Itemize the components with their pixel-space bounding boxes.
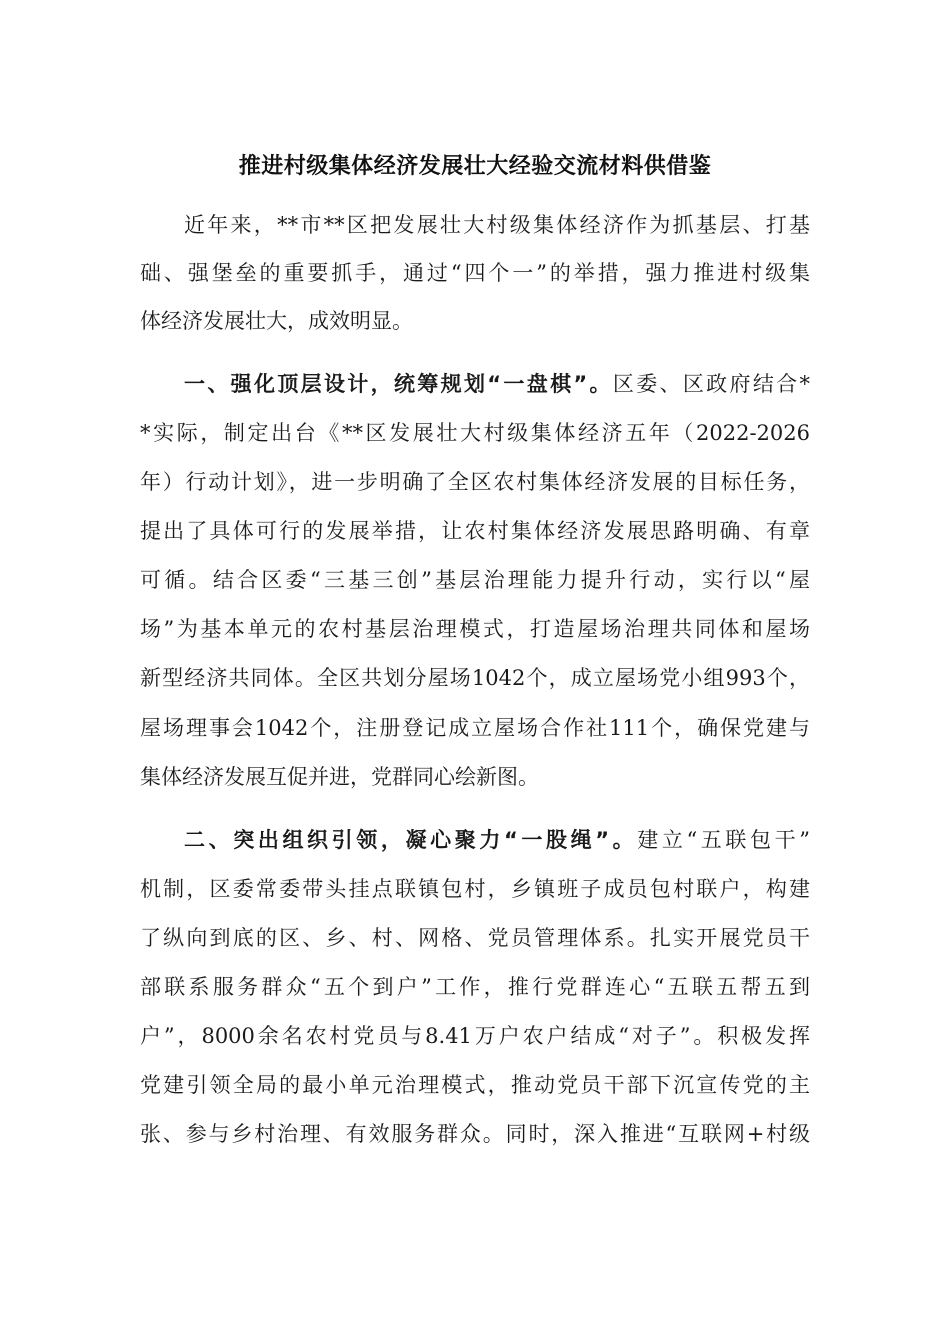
section1-line-3: 年）行动计划》，进一步明确了全区农村集体经济发展的目标任务，: [140, 470, 810, 494]
section1-line-6: 场”为基本单元的农村基层治理模式，打造屋场治理共同体和屋场: [140, 617, 810, 641]
section2-heading: 二、突出组织引领，凝心聚力“一股绳”。: [184, 828, 638, 852]
section1-line-4: 提出了具体可行的发展举措，让农村集体经济发展思路明确、有章: [140, 519, 810, 543]
section1-line-1-text: 区委、区政府结合*: [612, 372, 810, 396]
section2-line-6: 党建引领全局的最小单元治理模式，推动党员干部下沉宣传党的主: [140, 1073, 810, 1097]
section1-line-2: *实际，制定出台《**区发展壮大村级集体经济五年（2022-2026: [140, 421, 810, 445]
section1-line-8: 屋场理事会1042个，注册登记成立屋场合作社111个，确保党建与: [140, 716, 810, 740]
section2-line-2: 机制，区委常委带头挂点联镇包村，乡镇班子成员包村联户，构建: [140, 877, 810, 901]
section1-line-7: 新型经济共同体。全区共划分屋场1042个，成立屋场党小组993个，: [140, 666, 810, 690]
section1-line-9: 集体经济发展互促并进，党群同心绘新图。: [140, 765, 539, 789]
section2-line-1: [184, 825, 810, 855]
document-title: 推进村级集体经济发展壮大经验交流材料供借鉴: [238, 154, 712, 179]
section2-line-7: 张、参与乡村治理、有效服务群众。同时，深入推进“互联网+村级: [140, 1122, 810, 1146]
section1-line-1: [184, 369, 810, 399]
intro-line-2: 础、强堡垒的重要抓手，通过“四个一”的举措，强力推进村级集: [140, 261, 810, 285]
section2-line-3: 了纵向到底的区、乡、村、网格、党员管理体系。扎实开展党员干: [140, 926, 810, 950]
section1-line-5: 可循。结合区委“三基三创”基层治理能力提升行动，实行以“屋: [140, 568, 810, 592]
section2-line-1-text: 建立“五联包干”: [637, 828, 810, 852]
intro-line-1: 近年来，**市**区把发展壮大村级集体经济作为抓基层、打基: [184, 213, 810, 237]
section2-line-5: 户”，8000余名农村党员与8.41万户农户结成“对子”。积极发挥: [140, 1024, 810, 1048]
section1-heading: 一、强化顶层设计，统筹规划“一盘棋”。: [184, 372, 613, 396]
section2-line-4: 部联系服务群众“五个到户”工作，推行党群连心“五联五帮五到: [140, 975, 810, 999]
intro-line-3: 体经济发展壮大，成效明显。: [140, 309, 413, 333]
